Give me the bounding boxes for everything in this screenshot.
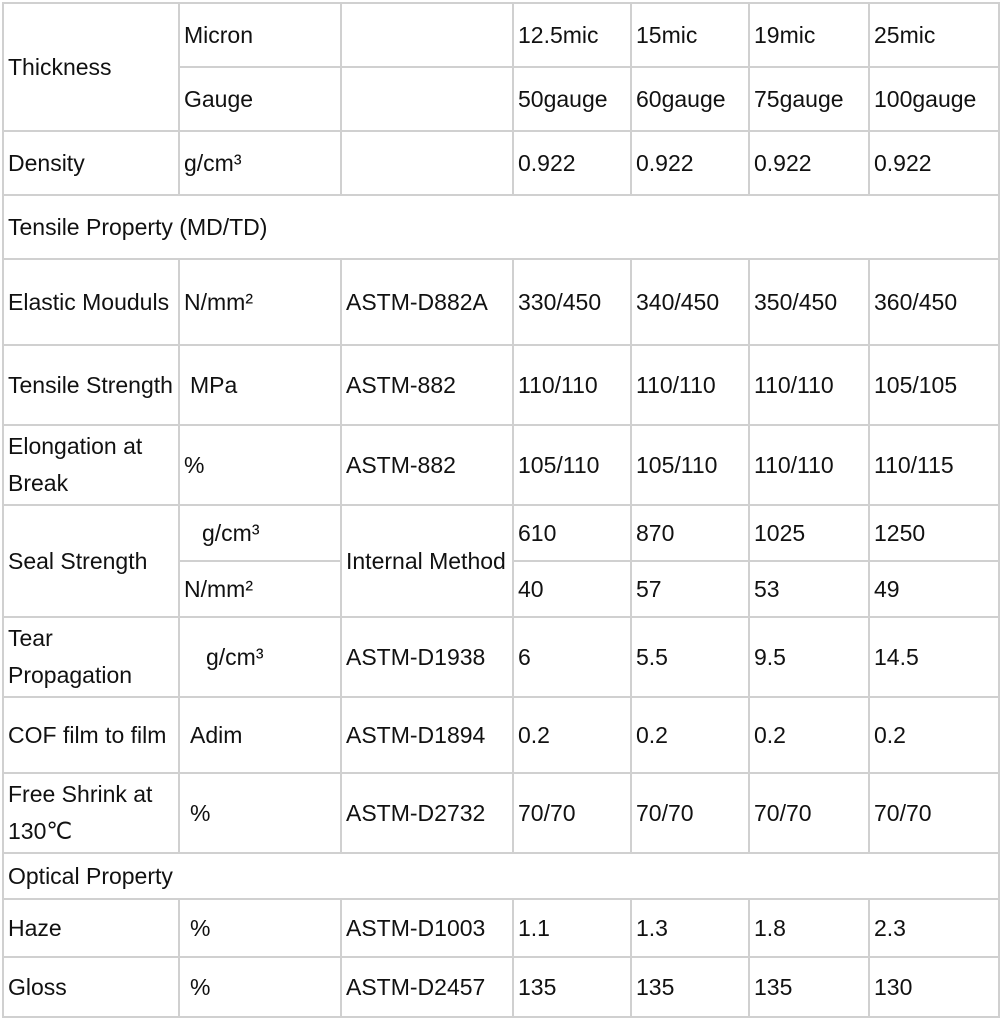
seal-value-2: 40 (513, 561, 631, 617)
cof-method: ASTM-D1894 (341, 697, 513, 773)
cof-value: 0.2 (869, 697, 999, 773)
row-haze (3, 899, 999, 957)
spec-table (2, 2, 1000, 1018)
tear-method: ASTM-D1938 (341, 617, 513, 697)
seal-value-2: 53 (749, 561, 869, 617)
shrink-value: 70/70 (513, 773, 631, 853)
density-unit: g/cm³ (179, 131, 341, 195)
gauge-method-cell (341, 67, 513, 131)
gauge-value: 100gauge (869, 67, 999, 131)
tensile-strength-value: 110/110 (749, 345, 869, 425)
cof-label: COF film to film (3, 697, 179, 773)
tear-value: 9.5 (749, 617, 869, 697)
seal-method: Internal Method (341, 505, 513, 617)
haze-label: Haze (3, 899, 179, 957)
haze-value: 1.8 (749, 899, 869, 957)
elastic-value: 340/450 (631, 259, 749, 345)
elongation-value: 105/110 (513, 425, 631, 505)
elastic-value: 350/450 (749, 259, 869, 345)
haze-value: 1.3 (631, 899, 749, 957)
seal-value-1: 1250 (869, 505, 999, 561)
seal-value-2: 49 (869, 561, 999, 617)
row-seal-1 (3, 505, 999, 561)
elongation-method: ASTM-882 (341, 425, 513, 505)
row-tensile-strength (3, 345, 999, 425)
cof-unit: Adim (179, 697, 341, 773)
row-optical-section (3, 853, 999, 899)
tensile-strength-unit: MPa (179, 345, 341, 425)
gloss-value: 130 (869, 957, 999, 1017)
micron-method-cell (341, 3, 513, 67)
elastic-unit: N/mm² (179, 259, 341, 345)
optical-section-header: Optical Property (3, 853, 999, 899)
seal-unit-1: g/cm³ (179, 505, 341, 561)
gauge-value: 75gauge (749, 67, 869, 131)
gauge-label: Gauge (179, 67, 341, 131)
tear-value: 6 (513, 617, 631, 697)
density-value: 0.922 (631, 131, 749, 195)
gloss-unit: % (179, 957, 341, 1017)
tear-label: Tear Propagation (3, 617, 179, 697)
elastic-label: Elastic Mouduls (3, 259, 179, 345)
gauge-value: 50gauge (513, 67, 631, 131)
gloss-value: 135 (631, 957, 749, 1017)
haze-value: 1.1 (513, 899, 631, 957)
seal-unit-2: N/mm² (179, 561, 341, 617)
seal-value-1: 870 (631, 505, 749, 561)
seal-value-1: 610 (513, 505, 631, 561)
tensile-section-header: Tensile Property (MD/TD) (3, 195, 999, 259)
tensile-strength-value: 105/105 (869, 345, 999, 425)
shrink-label: Free Shrink at 130℃ (3, 773, 179, 853)
tear-value: 14.5 (869, 617, 999, 697)
density-label: Density (3, 131, 179, 195)
elongation-value: 110/115 (869, 425, 999, 505)
tensile-strength-method: ASTM-882 (341, 345, 513, 425)
elastic-value: 360/450 (869, 259, 999, 345)
row-cof (3, 697, 999, 773)
tensile-strength-label: Tensile Strength (3, 345, 179, 425)
density-value: 0.922 (513, 131, 631, 195)
micron-value: 25mic (869, 3, 999, 67)
gauge-value: 60gauge (631, 67, 749, 131)
row-elongation (3, 425, 999, 505)
haze-method: ASTM-D1003 (341, 899, 513, 957)
haze-unit: % (179, 899, 341, 957)
cof-value: 0.2 (513, 697, 631, 773)
gloss-value: 135 (749, 957, 869, 1017)
row-shrink (3, 773, 999, 853)
density-value: 0.922 (749, 131, 869, 195)
shrink-value: 70/70 (749, 773, 869, 853)
gloss-label: Gloss (3, 957, 179, 1017)
elongation-label: Elongation at Break (3, 425, 179, 505)
thickness-label: Thickness (3, 3, 179, 131)
tear-unit: g/cm³ (179, 617, 341, 697)
elongation-unit: % (179, 425, 341, 505)
shrink-method: ASTM-D2732 (341, 773, 513, 853)
density-method-cell (341, 131, 513, 195)
tensile-strength-value: 110/110 (513, 345, 631, 425)
gloss-method: ASTM-D2457 (341, 957, 513, 1017)
seal-value-2: 57 (631, 561, 749, 617)
micron-label: Micron (179, 3, 341, 67)
haze-value: 2.3 (869, 899, 999, 957)
row-density (3, 131, 999, 195)
row-tensile-section (3, 195, 999, 259)
shrink-value: 70/70 (869, 773, 999, 853)
row-elastic (3, 259, 999, 345)
tensile-strength-value: 110/110 (631, 345, 749, 425)
shrink-unit: % (179, 773, 341, 853)
elongation-value: 105/110 (631, 425, 749, 505)
cof-value: 0.2 (631, 697, 749, 773)
row-gloss (3, 957, 999, 1017)
tear-value: 5.5 (631, 617, 749, 697)
cof-value: 0.2 (749, 697, 869, 773)
shrink-value: 70/70 (631, 773, 749, 853)
micron-value: 15mic (631, 3, 749, 67)
seal-value-1: 1025 (749, 505, 869, 561)
density-value: 0.922 (869, 131, 999, 195)
seal-label: Seal Strength (3, 505, 179, 617)
gloss-value: 135 (513, 957, 631, 1017)
micron-value: 12.5mic (513, 3, 631, 67)
micron-value: 19mic (749, 3, 869, 67)
row-tear (3, 617, 999, 697)
row-micron (3, 3, 999, 67)
elastic-method: ASTM-D882A (341, 259, 513, 345)
elastic-value: 330/450 (513, 259, 631, 345)
elongation-value: 110/110 (749, 425, 869, 505)
